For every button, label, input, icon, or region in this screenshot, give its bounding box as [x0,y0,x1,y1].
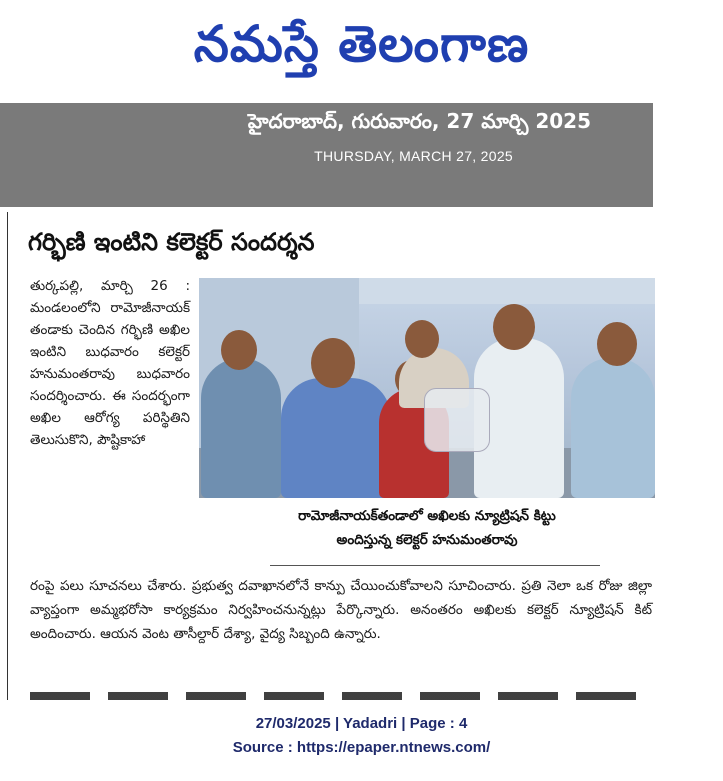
photo-head [597,322,637,366]
column-rule [7,212,8,700]
photo-person [571,358,655,498]
article-photo [199,278,655,498]
photo-head [221,330,257,370]
photo-head [405,320,439,358]
nutrition-kit-basket [424,388,490,452]
photo-person [201,358,281,498]
date-english: THURSDAY, MARCH 27, 2025 [314,148,513,164]
photo-head [311,338,355,388]
footer-edition: 27/03/2025 | Yadadri | Page : 4 [255,715,468,732]
caption-line: అందిస్తున్న కలెక్టర్ హనుమంతరావు [336,532,518,548]
footer-source[interactable]: Source : https://epaper.ntnews.com/ [232,739,491,756]
newspaper-logo: నమస్తే తెలంగాణ [193,14,530,73]
photo-caption [199,504,655,552]
date-band [0,103,653,207]
caption-line: రామోజీనాయక్‌తండాలో అఖిలకు న్యూట్రిషన్ కిట్టు [298,508,556,524]
date-telugu: హైదరాబాద్, గురువారం, 27 మార్చి 2025 [247,109,591,133]
article-body-column: తుర్కపల్లి, మార్చి 26 : మండలంలోని రామోజీనాయక్ తండాకు చెందిన గర్భిణి అఖిల ఇంటిని బుధవారం కలెక్టర్ హనుమంతరావు బుధవారం సందర్శించారు. ఈ సందర్భంగా అఖిల ఆరోగ్య పరిస్థితిని తెలుసుకొని, పౌష్టికాహా [30,278,190,448]
photo-roof [359,278,655,304]
article [0,212,660,700]
article-body-wide: రంపై పలు సూచనలు చేశారు. ప్రభుత్వ దవాఖానలోనే కాన్పు చేయించుకోవాలని సూచించారు. ప్రతి నెలా ఒక రోజు జిల్లా వ్యాప్తంగా అమ్మభరోసా కార్యక్రమం నిర్వహించనున్నట్లు పేర్కొన్నారు. అనంతరం అఖిలకు కలెక్టర్ న్యూట్రిషన్ కిట్ అందించారు. ఆయన వెంట తాసీల్దార్ దేశ్యా, వైద్య సిబ్బంది ఉన్నారు. [30,578,652,642]
caption-rule [270,565,600,566]
next-headline-cutoff [30,692,650,700]
photo-person [281,378,391,498]
footer [0,712,723,760]
article-headline: గర్భిణి ఇంటిని కలెక్టర్ సందర్శన [28,228,315,256]
photo-head [493,304,535,350]
masthead [0,0,723,100]
